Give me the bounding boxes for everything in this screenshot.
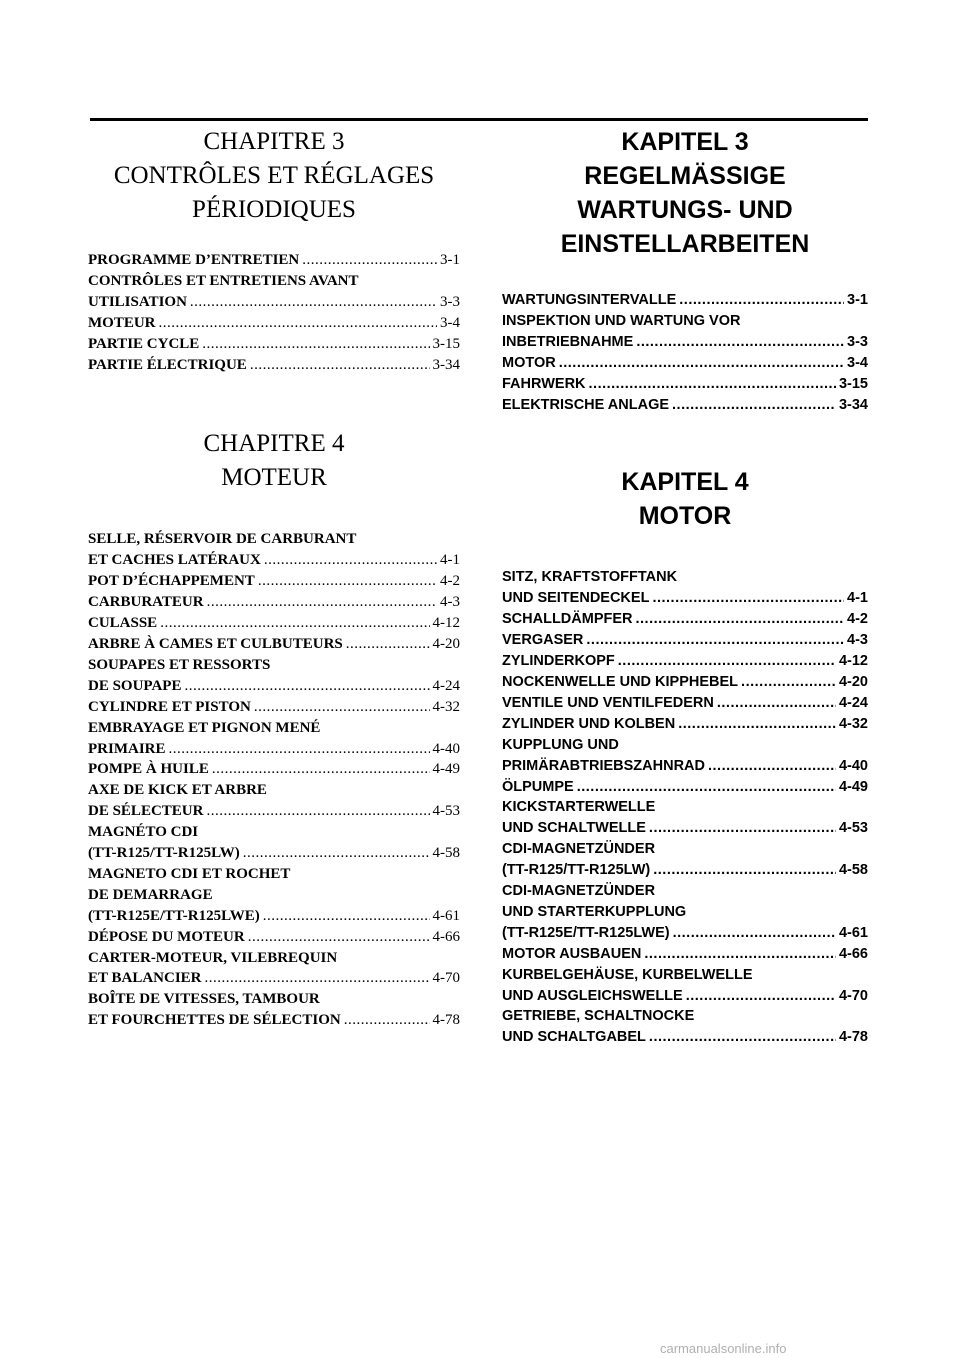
dot-leader [169,739,430,760]
toc-entry-title: INBETRIEBNAHME [502,333,634,350]
page-number: 4-40 [432,740,460,757]
page-number: 4-2 [440,573,460,590]
page-number: 4-20 [432,635,460,652]
toc-entry-title: ZYLINDER UND KOLBEN [502,715,676,732]
toc-entry-row [88,571,460,592]
toc-entry[interactable] [88,334,460,355]
dot-leader [678,714,836,735]
toc-entry-title-line: KUPPLUNG UND [502,736,619,753]
toc-entry-title-line: KICKSTARTERWELLE [502,799,656,816]
page-number: 4-32 [432,698,460,715]
toc-entry-title: (TT-R125/TT-R125LW) [502,862,651,879]
toc-entry-title: (TT-R125E/TT-R125LWE) [502,924,670,941]
page-number: 4-78 [838,1029,868,1046]
chapter-title-line: REGELMÄSSIGE [584,162,786,190]
toc-entry-row [502,395,868,416]
site-watermark: carmanualsonline.info [660,1341,787,1356]
dot-leader [653,860,836,881]
toc-entry-row [502,860,868,881]
dot-leader [717,693,836,714]
toc-entry-title: POT D’ÉCHAPPEMENT [88,573,255,590]
toc-entry-row [88,739,460,760]
page-number: 4-32 [838,715,868,732]
toc-entry-row [502,630,868,651]
dot-leader [741,672,836,693]
toc-entry[interactable] [88,864,460,927]
page-number: 4-1 [440,552,460,569]
chapter-4-fr [88,427,460,1031]
top-rule [90,118,868,121]
toc-entry-row [502,672,868,693]
toc-entry[interactable] [502,777,868,798]
chapter-title-line: EINSTELLARBEITEN [560,230,810,258]
toc-entry-title: ÖLPUMPE [502,778,574,795]
page-number: 3-34 [838,396,868,413]
toc-entry-row [502,651,868,672]
toc-entry[interactable] [88,655,460,697]
chapter-4-de [502,465,868,1048]
page-number: 3-1 [440,252,460,268]
toc-entry-title: MOTOR [502,354,556,371]
toc-entry-title: FAHRWERK [502,375,586,392]
toc-entry-title: ET BALANCIER [88,970,202,987]
dot-leader [159,313,438,334]
toc-entry[interactable] [502,839,868,881]
toc-entry-title: MOTEUR [88,314,156,331]
toc-entry[interactable] [88,592,460,613]
dot-leader [649,1027,836,1048]
toc-entry-row [502,944,868,965]
toc-entry[interactable] [502,735,868,777]
chapter-title [88,427,460,495]
toc-entry-title: SCHALLDÄMPFER [502,611,633,628]
dot-leader [202,334,429,355]
dot-leader [264,550,437,571]
dot-leader [652,588,844,609]
toc-entry-title: UND SCHALTGABEL [502,1029,646,1046]
toc-entry-title: CULASSE [88,615,158,632]
toc-entry-title: VERGASER [502,632,584,649]
toc-entry-title: VENTILE UND VENTILFEDERN [502,694,714,711]
toc-entry-title: ELEKTRISCHE ANLAGE [502,396,670,413]
dot-leader [344,1010,430,1031]
toc-entry-title: ET FOURCHETTES DE SÉLECTION [88,1012,341,1029]
toc-entry-row [88,676,460,697]
toc-entry[interactable] [502,374,868,395]
toc-entry-row [88,334,460,355]
toc-entry-title: MOTOR AUSBAUEN [502,945,642,962]
toc-entry-title: POMPE À HUILE [88,761,209,778]
toc-entry-row [88,927,460,948]
dot-leader [250,355,430,376]
toc-entry-row [88,550,460,571]
toc-entry-title: PARTIE ÉLECTRIQUE [88,356,247,373]
toc-entry[interactable] [88,355,460,376]
dot-leader [184,676,429,697]
page-number: 4-49 [838,778,868,795]
toc-entry-title-line: MAGNETO CDI ET ROCHET [88,865,291,882]
toc-entry-title: PRIMAIRE [88,740,166,757]
toc-entry-row [502,986,868,1007]
dot-leader [190,292,437,313]
page-number: 3-1 [847,292,868,308]
dot-leader [636,332,844,353]
toc-entry-title-line: SITZ, KRAFTSTOFFTANK [502,569,678,586]
toc-entry[interactable] [502,881,868,944]
toc-entry-title-line: BOÎTE DE VITESSES, TAMBOUR [88,991,320,1008]
toc-list [88,529,460,1031]
page-number: 4-20 [838,673,868,690]
page-number: 4-70 [432,970,460,987]
toc-entry-row [502,374,868,395]
toc-list [502,290,868,415]
toc-entry[interactable] [502,944,868,965]
toc-entry-title: DÉPOSE DU MOTEUR [88,928,245,945]
dot-leader [254,697,430,718]
toc-entry-title-line: CONTRÔLES ET ENTRETIENS AVANT [88,272,359,289]
toc-entry[interactable] [88,634,460,655]
dot-leader [212,759,430,780]
toc-entry-row [502,588,868,609]
toc-entry-title-line: GETRIEBE, SCHALTNOCKE [502,1008,695,1025]
page-number: 4-66 [432,928,460,945]
chapter-title-line: CONTRÔLES ET RÉGLAGES [113,162,435,189]
toc-entry-title-line: UND STARTERKUPPLUNG [502,903,687,920]
toc-entry[interactable] [88,989,460,1031]
toc-entry[interactable] [502,693,868,714]
toc-entry[interactable] [502,714,868,735]
toc-entry-title: ET CACHES LATÉRAUX [88,552,261,569]
dot-leader [636,609,845,630]
toc-entry[interactable] [502,311,868,353]
dot-leader [686,986,836,1007]
page-number: 3-4 [847,354,868,371]
toc-entry-row [502,777,868,798]
toc-entry-row [502,818,868,839]
dot-leader [673,923,836,944]
page-number: 4-1 [847,590,868,607]
toc-entry[interactable] [88,759,460,780]
toc-entry-row [502,290,868,311]
page-number: 4-66 [838,945,868,962]
chapter-title-line: KAPITEL 3 [621,128,749,156]
toc-entry[interactable] [88,948,460,990]
toc-entry[interactable] [88,250,460,271]
toc-entry-row [88,843,460,864]
dot-leader [589,374,836,395]
german-column [502,125,868,1048]
toc-entry-row [88,250,460,271]
toc-entry[interactable] [502,395,868,416]
page-number: 4-40 [838,757,868,774]
page-number: 3-3 [440,293,460,310]
toc-entry-row [88,634,460,655]
french-column [88,125,460,1031]
toc-entry[interactable] [88,718,460,760]
page-number: 3-15 [432,335,460,352]
page-number: 4-49 [432,761,460,778]
toc-entry-title-line: CDI-MAGNETZÜNDER [502,883,656,900]
toc-entry-title: PROGRAMME D’ENTRETIEN [88,252,300,268]
page-number: 4-61 [432,907,460,924]
chapter-title-line: MOTEUR [221,464,327,492]
chapter-title [88,125,460,227]
toc-entry-title: UTILISATION [88,293,187,310]
page-number: 4-24 [838,694,868,711]
toc-entry-title-line: EMBRAYAGE ET PIGNON MENÉ [88,719,321,736]
toc-entry-title: CYLINDRE ET PISTON [88,698,251,715]
toc-entry-title: WARTUNGSINTERVALLE [502,292,677,308]
chapter-title-line: KAPITEL 4 [621,468,749,497]
chapter-title-line: WARTUNGS- UND [577,196,793,224]
dot-leader [205,968,430,989]
dot-leader [243,843,430,864]
dot-leader [207,592,437,613]
toc-entry-title: PARTIE CYCLE [88,335,200,352]
toc-list [502,567,868,1048]
toc-entry-row [88,592,460,613]
toc-entry-row [88,1010,460,1031]
toc-entry-title: (TT-R125E/TT-R125LWE) [88,907,260,924]
dot-leader [644,944,836,965]
toc-entry-row [88,759,460,780]
dot-leader [248,927,430,948]
toc-entry[interactable] [502,965,868,1007]
page-number: 4-58 [432,845,460,862]
toc-entry-row [502,714,868,735]
toc-entry-title: DE SOUPAPE [88,677,182,694]
dot-leader [679,290,844,311]
toc-entry-row [502,609,868,630]
page-number: 4-24 [432,677,460,694]
toc-entry-title-line: SELLE, RÉSERVOIR DE CARBURANT [88,531,357,548]
toc-entry-row [88,613,460,634]
toc-entry-title: ZYLINDERKOPF [502,653,615,670]
toc-entry[interactable] [502,630,868,651]
dot-leader [302,250,437,271]
toc-entry-title: CARBURATEUR [88,594,204,611]
dot-leader [577,777,836,798]
toc-entry-title-line: SOUPAPES ET RESSORTS [88,656,271,673]
toc-entry[interactable] [88,780,460,822]
dot-leader [708,756,836,777]
toc-list [88,250,460,375]
toc-entry-title: NOCKENWELLE UND KIPPHEBEL [502,673,739,690]
toc-entry-row [88,968,460,989]
toc-entry[interactable] [502,672,868,693]
toc-entry-title-line: AXE DE KICK ET ARBRE [88,782,267,799]
chapter-title-line: MOTOR [638,502,732,531]
toc-entry-title: (TT-R125/TT-R125LW) [88,845,240,862]
toc-entry[interactable] [502,651,868,672]
toc-entry[interactable] [502,290,868,311]
page-number: 4-53 [838,820,868,837]
toc-entry[interactable] [88,822,460,864]
toc-entry-row [88,906,460,927]
page-number: 3-15 [838,375,868,392]
toc-entry[interactable] [502,797,868,839]
toc-entry[interactable] [88,571,460,592]
toc-entry-title-line: CARTER-MOTEUR, VILEBREQUIN [88,949,338,966]
dot-leader [346,634,430,655]
toc-entry[interactable] [502,353,868,374]
page-number: 3-4 [440,314,460,331]
toc-entry-title: UND SCHALTWELLE [502,820,646,837]
toc-entry-title-line: KURBELGEHÄUSE, KURBELWELLE [502,966,753,983]
toc-entry[interactable] [88,927,460,948]
toc-entry-title: UND SEITENDECKEL [502,590,650,607]
toc-entry-row [88,313,460,334]
toc-entry[interactable] [88,313,460,334]
page-number: 4-61 [838,924,868,941]
dot-leader [263,906,430,927]
toc-entry-title-line: DE DEMARRAGE [88,886,213,903]
toc-entry-row [88,355,460,376]
toc-entry-title: PRIMÄRABTRIEBSZAHNRAD [502,757,705,774]
toc-entry[interactable] [502,1006,868,1048]
dot-leader [160,613,429,634]
toc-entry-row [502,756,868,777]
dot-leader [649,818,836,839]
toc-entry-row [502,1027,868,1048]
toc-entry-title: UND AUSGLEICHSWELLE [502,987,683,1004]
page-number: 4-70 [838,987,868,1004]
page-number: 4-3 [440,594,460,611]
toc-entry[interactable] [502,609,868,630]
toc-entry-title-line: INSPEKTION UND WARTUNG VOR [502,312,741,329]
dot-leader [206,801,429,822]
dot-leader [559,353,844,374]
toc-entry[interactable] [88,613,460,634]
toc-entry-title-line: MAGNÉTO CDI [88,824,199,841]
toc-entry[interactable] [88,271,460,313]
page-number: 4-12 [838,653,868,670]
toc-entry-row [502,332,868,353]
toc-entry-title-line: CDI-MAGNETZÜNDER [502,841,656,858]
toc-entry-row [502,353,868,374]
chapter-3-fr [88,125,460,375]
toc-entry-row [88,292,460,313]
toc-entry-row [502,923,868,944]
page-number: 4-78 [432,1012,460,1029]
page-number: 4-12 [432,615,460,632]
toc-entry[interactable] [502,567,868,609]
page-number: 3-34 [432,356,460,373]
page-number: 3-3 [847,333,868,350]
chapter-title-line: PÉRIODIQUES [192,196,356,223]
toc-entry-row [88,697,460,718]
chapter-title-line: CHAPITRE 3 [203,128,345,155]
chapter-3-de [502,125,868,415]
page-number: 4-58 [838,862,868,879]
dot-leader [258,571,437,592]
chapter-title [502,465,868,533]
toc-entry-row [502,693,868,714]
toc-entry-title: DE SÉLECTEUR [88,803,204,820]
chapter-title [502,125,868,261]
page-number: 4-3 [847,632,868,649]
page-number: 4-53 [432,803,460,820]
toc-entry-title: ARBRE À CAMES ET CULBUTEURS [88,635,343,652]
toc-entry-row [88,801,460,822]
dot-leader [586,630,844,651]
chapter-title-line: CHAPITRE 4 [203,430,345,458]
dot-leader [618,651,836,672]
page-number: 4-2 [847,611,868,628]
dot-leader [672,395,836,416]
toc-entry[interactable] [88,697,460,718]
toc-entry[interactable] [88,529,460,571]
